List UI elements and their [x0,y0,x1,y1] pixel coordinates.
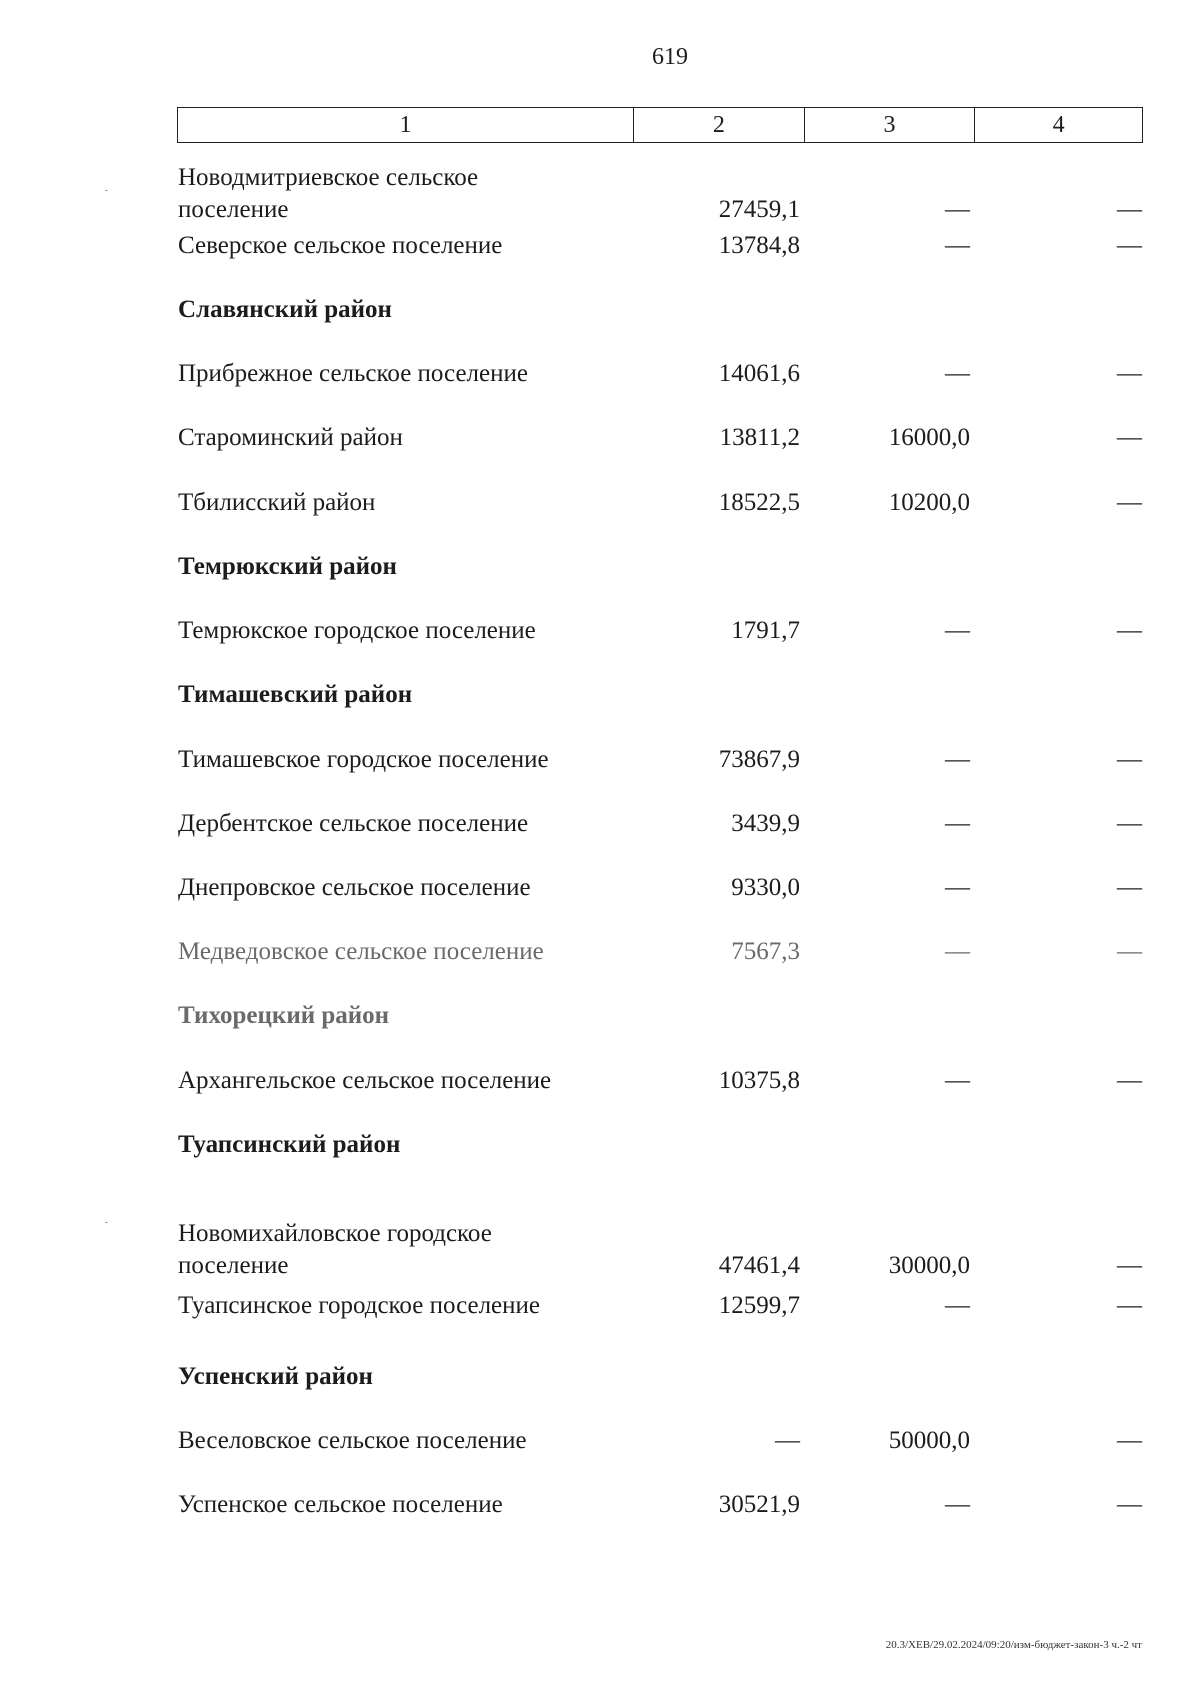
district-heading [0,547,1200,587]
row-value-col3: — [945,1491,970,1518]
row-name: Тимашевский район [178,681,413,708]
row-value-col3: — [945,196,970,223]
row-value-col2: 73867,9 [718,746,800,773]
row-value-col3: — [945,232,970,259]
row-value-col2: 14061,6 [718,360,800,387]
row-name: Темрюкский район [178,553,397,580]
row-value-col3: — [945,874,970,901]
row-value-col4: — [1117,196,1142,223]
row-value-col4: — [1117,1252,1142,1279]
district-heading [0,290,1200,330]
row-name-line: поселение [178,196,289,223]
column-header-2: 2 [633,108,804,142]
row-value-col4: — [1117,424,1142,451]
row-name-line: поселение [178,1252,289,1279]
row-value-col2: 9330,0 [731,874,800,901]
row-value-col2: 7567,3 [731,938,800,965]
table-row [0,1485,1200,1525]
row-value-col2: 3439,9 [731,810,800,837]
row-value-col3: — [945,938,970,965]
scan-speck [105,190,108,191]
table-row [0,1421,1200,1461]
row-value-col2: 47461,4 [718,1252,800,1279]
row-value-col3: — [945,746,970,773]
row-value-col4: — [1117,617,1142,644]
row-value-col2: 30521,9 [718,1491,800,1518]
row-value-col2: 1791,7 [731,617,800,644]
row-value-col3: — [945,1292,970,1319]
row-name: Темрюкское городское поселение [178,617,536,644]
document-footer-code: 20.3/ХЕВ/29.02.2024/09:20/изм-бюджет-закон-3 ч.-2 чт [885,1639,1142,1651]
row-value-col4: — [1117,810,1142,837]
district-heading [0,996,1200,1036]
table-row [0,164,1200,230]
row-value-col2: — [775,1427,800,1454]
row-value-col3: — [945,617,970,644]
row-value-col2: 18522,5 [718,489,800,516]
row-name: Медведовское сельское поселение [178,938,544,965]
column-header-3: 3 [804,108,975,142]
row-value-col4: — [1117,1491,1142,1518]
row-name: Успенское сельское поселение [178,1491,503,1518]
table-row [0,1220,1200,1286]
row-name: Прибрежное сельское поселение [178,360,528,387]
row-value-col4: — [1117,360,1142,387]
row-value-col3: — [945,1067,970,1094]
row-name [178,1218,648,1282]
row-value-col4: — [1117,874,1142,901]
row-value-col2: 13784,8 [718,232,800,259]
row-name-line: Новодмитриевское сельское [178,164,479,191]
row-value-col4: — [1117,232,1142,259]
table-row [0,611,1200,651]
table-row [0,1061,1200,1101]
row-name: Туапсинское городское поселение [178,1292,540,1319]
table-row [0,1286,1200,1326]
row-name: Успенский район [178,1363,373,1390]
table-row [0,418,1200,458]
row-name [178,162,648,226]
table-row [0,804,1200,844]
district-heading [0,675,1200,715]
row-value-col2: 10375,8 [718,1067,800,1094]
row-name: Днепровское сельское поселение [178,874,531,901]
row-value-col3: 50000,0 [888,1427,970,1454]
row-value-col4: — [1117,938,1142,965]
row-name: Дербентское сельское поселение [178,810,529,837]
row-value-col3: — [945,360,970,387]
row-name: Тбилисский район [178,489,376,516]
row-value-col2: 27459,1 [718,196,800,223]
row-value-col4: — [1117,746,1142,773]
row-name-line: Новомихайловское городское [178,1220,492,1247]
row-name: Туапсинский район [178,1131,401,1158]
row-value-col2: 12599,7 [718,1292,800,1319]
page-number: 619 [652,44,688,70]
table-row [0,483,1200,523]
district-heading [0,1125,1200,1165]
row-name: Веселовское сельское поселение [178,1427,527,1454]
district-heading [0,1357,1200,1397]
row-value-col3: — [945,810,970,837]
row-value-col2: 13811,2 [719,424,800,451]
table-row [0,868,1200,908]
table-row [0,932,1200,972]
row-name: Северское сельское поселение [178,232,503,259]
row-value-col4: — [1117,489,1142,516]
row-name: Тимашевское городское поселение [178,746,549,773]
row-name: Славянский район [178,296,392,323]
row-value-col3: 10200,0 [888,489,970,516]
scan-speck [105,1222,108,1223]
row-name: Архангельское сельское поселение [178,1067,552,1094]
row-value-col4: — [1117,1427,1142,1454]
row-value-col4: — [1117,1292,1142,1319]
column-header-4: 4 [974,108,1142,142]
row-value-col3: 30000,0 [888,1252,970,1279]
row-name: Староминский район [178,424,403,451]
row-name: Тихорецкий район [178,1002,390,1029]
table-row [0,226,1200,266]
table-row [0,740,1200,780]
column-header-1: 1 [399,111,412,138]
table-row [0,354,1200,394]
row-value-col3: 16000,0 [888,424,970,451]
row-value-col4: — [1117,1067,1142,1094]
